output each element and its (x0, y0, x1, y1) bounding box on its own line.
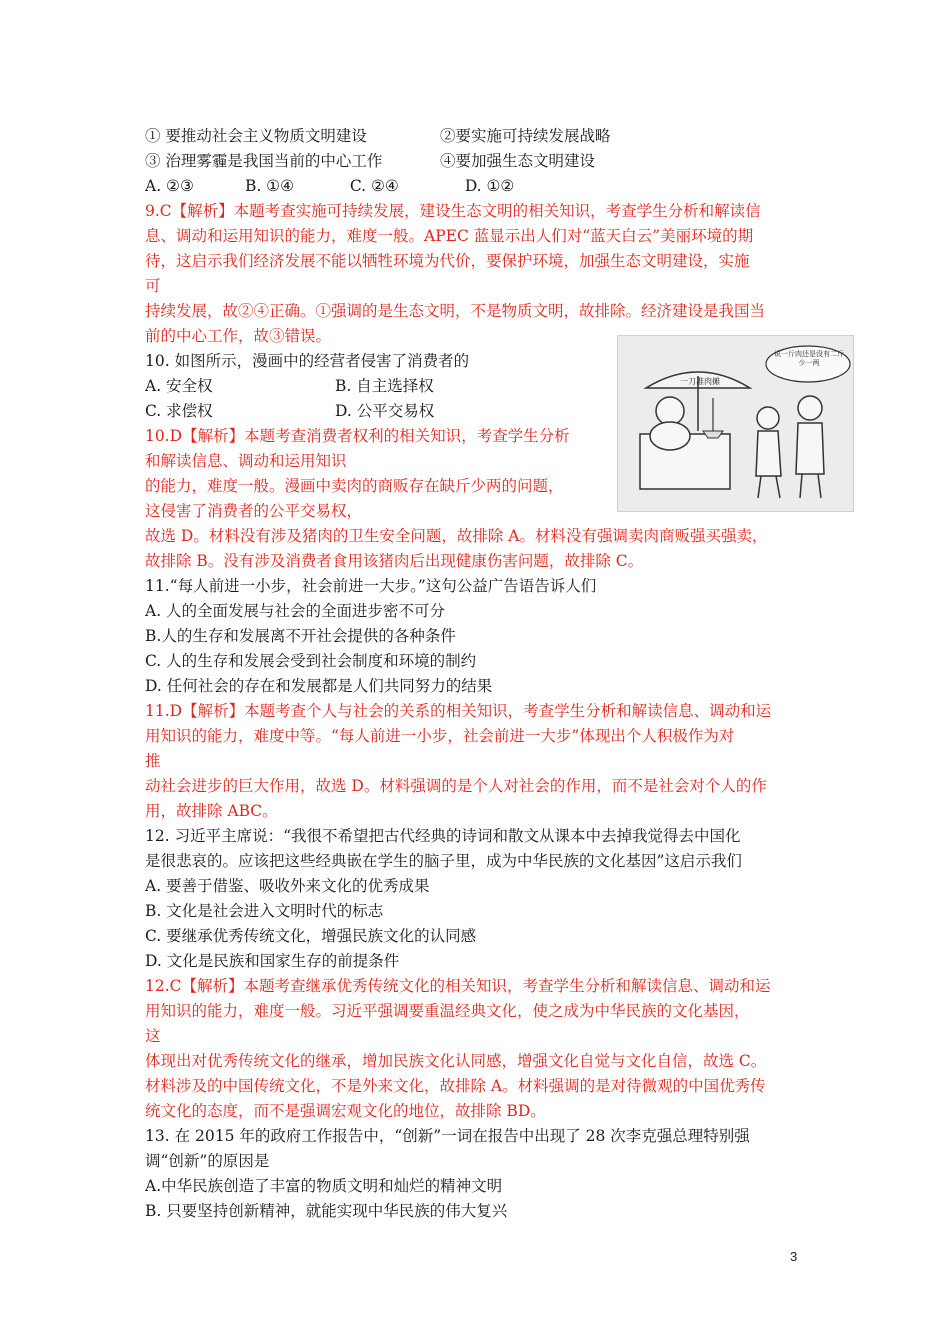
q12-option-c: C. 要继承优秀传统文化，增强民族文化的认同感 (145, 927, 477, 945)
cartoon-speech-text: 说一斤肉还是没有二斤少一两 (774, 350, 844, 367)
q10-option-c: C. 求偿权 (145, 402, 213, 420)
q12-analysis-line: 这 (145, 1027, 161, 1045)
q9-option-4: ④要加强生态文明建设 (440, 152, 596, 170)
q9-option-1: ① 要推动社会主义物质文明建设 (145, 127, 367, 145)
q11-option-a: A. 人的全面发展与社会的全面进步密不可分 (145, 602, 446, 620)
q10-option-b: B. 自主选择权 (335, 377, 434, 395)
q12-option-d: D. 文化是民族和国家生存的前提条件 (145, 952, 400, 970)
q12-stem-line: 是很悲哀的。应该把这些经典嵌在学生的脑子里，成为中华民族的文化基因”这启示我们 (145, 852, 742, 870)
q9-analysis-line: 息、调动和运用知识的能力，难度一般。APEC 蓝显示出人们对“蓝天白云”美丽环境的期 (145, 227, 754, 245)
q11-analysis-line: 11.D【解析】本题考查个人与社会的关系的相关知识，考查学生分析和解读信息、调动和运 (145, 702, 772, 720)
q9-analysis-line: 前的中心工作，故③错误。 (145, 327, 332, 345)
q10-analysis-line: 故选 D。材料没有涉及猪肉的卫生安全问题，故排除 A。材料没有强调卖肉商贩强买强卖， (145, 527, 768, 545)
q11-option-b: B.人的生存和发展离不开社会提供的各种条件 (145, 627, 456, 645)
cartoon-drawing-icon (618, 336, 853, 511)
page-content (145, 124, 810, 1224)
q9-option-row-1 (145, 124, 810, 149)
page-number: 3 (790, 1249, 798, 1264)
q12-option-a: A. 要善于借鉴、吸收外来文化的优秀成果 (145, 877, 430, 895)
q10-analysis-line: 和解读信息、调动和运用知识 (145, 452, 347, 470)
q9-choice-d: D. ①② (464, 177, 515, 195)
q12-analysis-line: 材料涉及的中国传统文化，不是外来文化，故排除 A。材料强调的是对待微观的中国优秀传 (145, 1077, 766, 1095)
q10-analysis-line: 这侵害了消费者的公平交易权， (145, 502, 363, 520)
q9-option-3: ③ 治理雾霾是我国当前的中心工作 (145, 152, 383, 170)
q13-option-a: A.中华民族创造了丰富的物质文明和灿烂的精神文明 (145, 1177, 503, 1195)
q10-analysis-line: 的能力，难度一般。漫画中卖肉的商贩存在缺斤少两的问题， (145, 477, 564, 495)
q12-stem-line: 12. 习近平主席说：“我很不希望把古代经典的诗词和散文从课本中去掉我觉得去中国化 (145, 827, 741, 845)
q9-choices (145, 174, 810, 199)
q13-stem-line: 调“创新”的原因是 (145, 1152, 270, 1170)
q11-stem: 11.“每人前进一小步，社会前进一大步。”这句公益广告语告诉人们 (145, 577, 597, 595)
q11-analysis-line: 用，故排除 ABC。 (145, 802, 278, 820)
q9-choice-c: C. ②④ (349, 177, 399, 195)
q10-option-a: A. 安全权 (145, 377, 213, 395)
q9-analysis-line: 可 (145, 277, 161, 295)
q9-analysis-line: 持续发展，故②④正确。①强调的是生态文明，不是物质文明，故排除。经济建设是我国当 (145, 302, 766, 320)
q9-choice-b: B. ①④ (244, 177, 294, 195)
q10-analysis-line: 10.D【解析】本题考查消费者权利的相关知识，考查学生分析 (145, 427, 570, 445)
q10-cartoon-image (617, 335, 854, 512)
q11-option-d: D. 任何社会的存在和发展都是人们共同努力的结果 (145, 677, 493, 695)
q12-analysis-line: 12.C【解析】本题考查继承优秀传统文化的相关知识，考查学生分析和解读信息、调动和运 (145, 977, 771, 995)
q9-option-2: ②要实施可持续发展战略 (440, 127, 611, 145)
q10-option-d: D. 公平交易权 (335, 402, 435, 420)
q11-option-c: C. 人的生存和发展会受到社会制度和环境的制约 (145, 652, 477, 670)
q10-stem: 10. 如图所示，漫画中的经营者侵害了消费者的 (145, 352, 470, 370)
cartoon-sign-text: 一刀准肉摊 (680, 377, 720, 386)
q12-analysis-line: 用知识的能力，难度一般。习近平强调要重温经典文化，使之成为中华民族的文化基因， (145, 1002, 750, 1020)
q9-option-row-2 (145, 149, 810, 174)
q11-analysis-line: 动社会进步的巨大作用，故选 D。材料强调的是个人对社会的作用，而不是社会对个人的作 (145, 777, 767, 795)
q9-analysis-line: 待，这启示我们经济发展不能以牺牲环境为代价，要保护环境，加强生态文明建设，实施 (145, 252, 750, 270)
q12-option-b: B. 文化是社会进入文明时代的标志 (145, 902, 384, 920)
q13-stem-line: 13. 在 2015 年的政府工作报告中，“创新”一词在报告中出现了 28 次李克强总理特别强 (145, 1127, 750, 1145)
q11-analysis-line: 推 (145, 752, 161, 770)
q11-analysis-line: 用知识的能力，难度中等。“每人前进一小步，社会前进一大步”体现出个人积极作为对 (145, 727, 735, 745)
q10-analysis-line: 故排除 B。没有涉及消费者食用该猪肉后出现健康伤害问题，故排除 C。 (145, 552, 644, 570)
q12-analysis-line: 统文化的态度，而不是强调宏观文化的地位，故排除 BD。 (145, 1102, 546, 1120)
q9-analysis-line: 9.C【解析】本题考查实施可持续发展，建设生态文明的相关知识，考查学生分析和解读信 (145, 202, 761, 220)
q9-choice-a: A. ②③ (145, 177, 194, 195)
q12-analysis-line: 体现出对优秀传统文化的继承，增加民族文化认同感，增强文化自觉与文化自信，故选 C。 (145, 1052, 767, 1070)
q13-option-b: B. 只要坚持创新精神，就能实现中华民族的伟大复兴 (145, 1202, 508, 1220)
